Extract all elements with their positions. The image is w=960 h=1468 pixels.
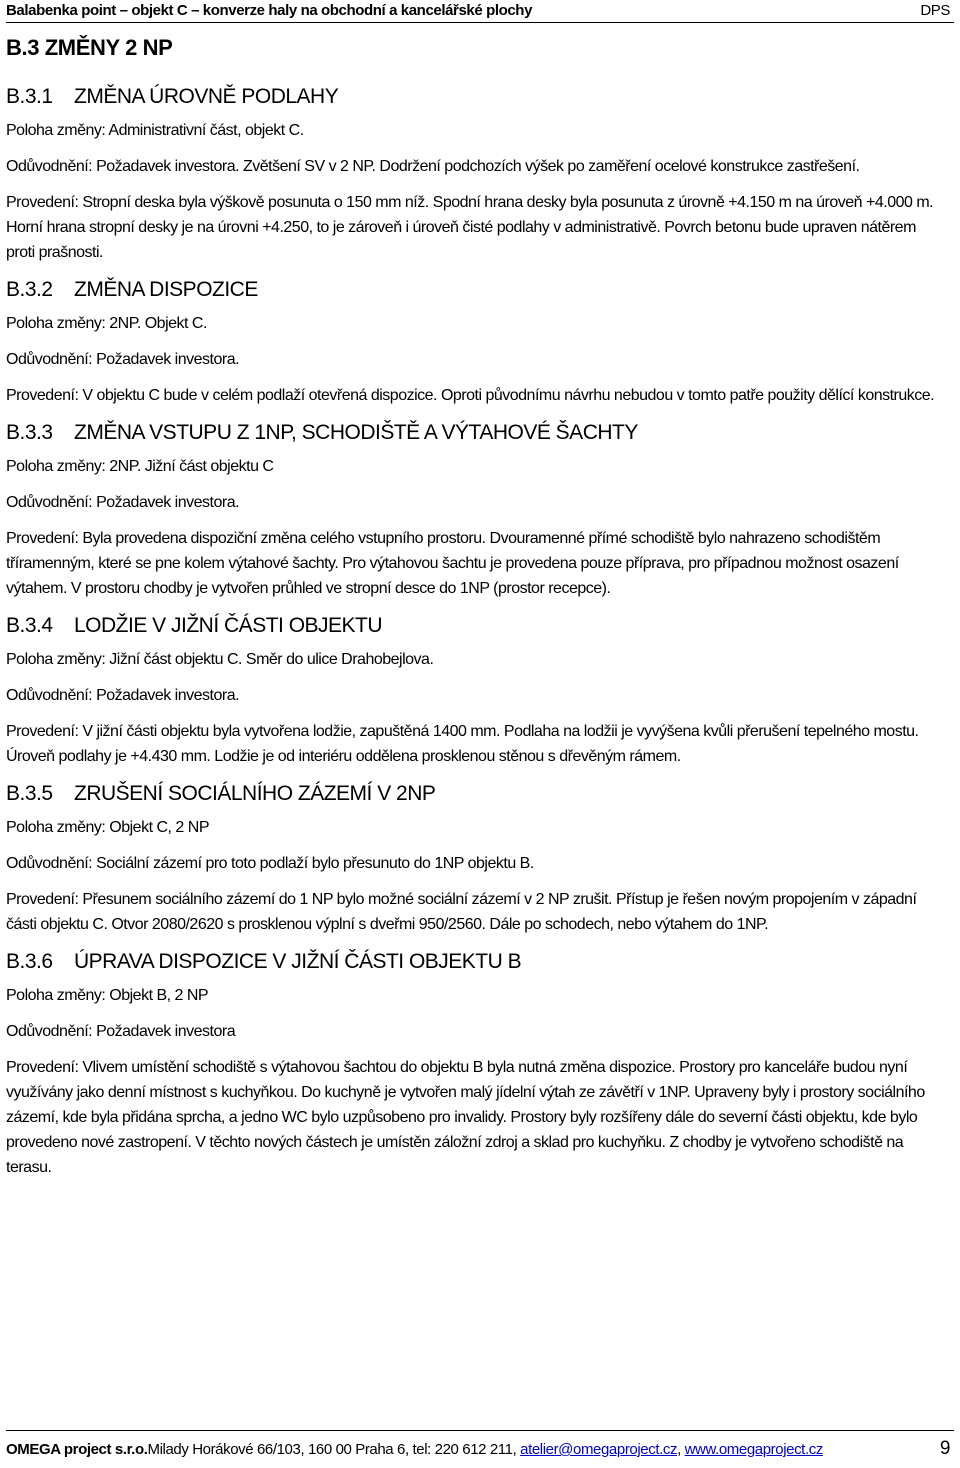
paragraph: Odůvodnění: Požadavek investora xyxy=(6,1023,236,1040)
paragraph: Provedení: Přesunem sociálního zázemí do 1 NP bylo možné sociální zázemí v 2 NP zrušit. Přístup je řešen novým propojením v západní části objektu C. Otvor 2080/2620 s prosklenou výplní s dveřmi 950/2560. Dále po schodech, nebo výtahem do 1NP. xyxy=(6,891,917,933)
section-title: ZMĚNA DISPOZICE xyxy=(74,278,258,301)
paragraph: Odůvodnění: Požadavek investora. xyxy=(6,687,240,704)
section-number: B.3.5 xyxy=(6,782,53,805)
paragraph: Poloha změny: Objekt B, 2 NP xyxy=(6,987,209,1004)
footer-website-link[interactable]: www.omegaproject.cz xyxy=(684,1441,823,1458)
chapter-title: B.3 ZMĚNY 2 NP xyxy=(6,35,173,60)
page-footer xyxy=(6,1430,954,1460)
section-b-3-4 xyxy=(6,612,946,769)
section-heading xyxy=(6,276,946,304)
section-heading xyxy=(6,83,946,111)
paragraph: Provedení: Byla provedena dispoziční změna celého vstupního prostoru. Dvouramenné přímé schodiště bylo nahrazeno schodištěm tříramenným, které se pne kolem výtahové šachty. Pro výtahovou šachtu je provedena pouze příprava, pro případnou možnost osazení výtahem. V prostoru chodby je vytvořen průhled ve stropní desce do 1NP (prostor recepce). xyxy=(6,530,899,597)
paragraph: Odůvodnění: Požadavek investora. xyxy=(6,494,240,511)
section-heading xyxy=(6,419,946,447)
footer-contact xyxy=(6,1441,823,1458)
paragraph: Poloha změny: Objekt C, 2 NP xyxy=(6,819,209,836)
header-title: Balabenka point – objekt C – konverze haly na obchodní a kancelářské plochy xyxy=(6,2,533,19)
section-title: ÚPRAVA DISPOZICE V JIŽNÍ ČÁSTI OBJEKTU B xyxy=(74,950,522,973)
section-b-3-3 xyxy=(6,419,946,601)
footer-separator: , xyxy=(677,1441,681,1458)
paragraph: Provedení: V objektu C bude v celém podlaží otevřená dispozice. Oproti původnímu návrhu nebudou v tomto patře použity dělící konstrukce. xyxy=(6,387,935,404)
header-tag: DPS xyxy=(920,2,950,19)
section-heading xyxy=(6,948,946,976)
section-number: B.3.3 xyxy=(6,421,53,444)
footer-address: Milady Horákové 66/103, 160 00 Praha 6, tel: 220 612 211, xyxy=(147,1441,517,1458)
paragraph: Poloha změny: Jižní část objektu C. Směr do ulice Drahobejlova. xyxy=(6,651,434,668)
section-number: B.3.6 xyxy=(6,950,53,973)
paragraph: Poloha změny: Administrativní část, objekt C. xyxy=(6,122,304,139)
paragraph: Poloha změny: 2NP. Objekt C. xyxy=(6,315,207,332)
paragraph: Provedení: Vlivem umístění schodiště s výtahovou šachtou do objektu B byla nutná změna dispozice. Prostory pro kanceláře budou nyní využívány jako denní místnost s kuchyňkou. Do kuchyně je vytvořen malý jídelní výtah ze závětří v 1NP. Upraveny byly i prostory sociálního zázemí, kde byla přidána sprcha, a jedno WC bylo uzpůsobeno pro invalidy. Prostory byly rozšířeny dále do severní části objektu, kde bylo provedeno nové zastropení. V těchto nových částech je umístěn záložní zdroj a sklad pro kuchyňku. Z chodby je vytvořeno schodiště na terasu. xyxy=(6,1059,925,1176)
page-number: 9 xyxy=(939,1438,950,1459)
document-body xyxy=(6,34,946,1191)
section-number: B.3.4 xyxy=(6,614,53,637)
section-title: ZRUŠENÍ SOCIÁLNÍHO ZÁZEMÍ V 2NP xyxy=(74,782,436,805)
section-number: B.3.1 xyxy=(6,85,53,108)
footer-company: OMEGA project s.r.o. xyxy=(6,1441,148,1458)
section-title: ZMĚNA VSTUPU Z 1NP, SCHODIŠTĚ A VÝTAHOVÉ ŠACHTY xyxy=(74,421,638,444)
section-title: ZMĚNA ÚROVNĚ PODLAHY xyxy=(74,85,339,108)
paragraph: Odůvodnění: Požadavek investora. Zvětšení SV v 2 NP. Dodržení podchozích výšek po zaměření ocelové konstrukce zastřešení. xyxy=(6,158,860,175)
section-number: B.3.2 xyxy=(6,278,53,301)
section-title: LODŽIE V JIŽNÍ ČÁSTI OBJEKTU xyxy=(74,614,383,637)
section-b-3-6 xyxy=(6,948,946,1180)
paragraph: Poloha změny: 2NP. Jižní část objektu C xyxy=(6,458,274,475)
paragraph: Odůvodnění: Sociální zázemí pro toto podlaží bylo přesunuto do 1NP objektu B. xyxy=(6,855,534,872)
section-b-3-2 xyxy=(6,276,946,408)
section-heading xyxy=(6,780,946,808)
section-b-3-5 xyxy=(6,780,946,937)
paragraph: Provedení: V jižní části objektu byla vytvořena lodžie, zapuštěná 1400 mm. Podlaha na lodžii je vyvýšena kvůli přerušení tepelného mostu. Úroveň podlahy je +4.430 mm. Lodžie je od interiéru oddělena prosklenou stěnou s dřevěným rámem. xyxy=(6,723,919,765)
footer-email-link[interactable]: atelier@omegaproject.cz xyxy=(520,1441,678,1458)
section-b-3-1 xyxy=(6,83,946,265)
paragraph: Provedení: Stropní deska byla výškově posunuta o 150 mm níž. Spodní hrana desky byla posunuta z úrovně +4.150 m na úroveň +4.000 m. Horní hrana stropní desky je na úrovni +4.250, to je zároveň i úroveň čisté podlahy v administrativě. Povrch betonu bude upraven nátěrem proti prašnosti. xyxy=(6,194,934,261)
page-header xyxy=(6,0,954,23)
section-heading xyxy=(6,612,946,640)
paragraph: Odůvodnění: Požadavek investora. xyxy=(6,351,240,368)
